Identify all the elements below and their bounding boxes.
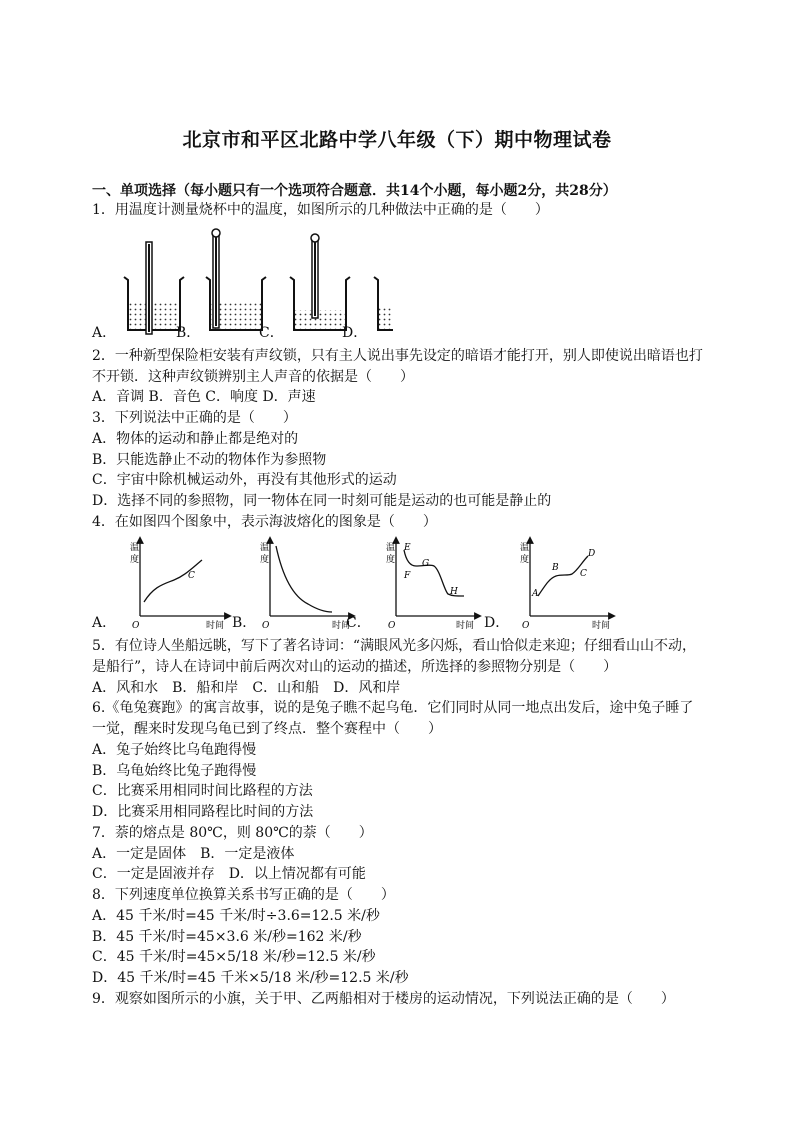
graph-c-e-label: E (404, 543, 411, 553)
graph-b-ylabel1: 温 (260, 543, 270, 553)
q4-label-c: C． (346, 615, 371, 631)
q3-option-b: B．只能选静止不动的物体作为参照物 (92, 452, 327, 468)
q5-stem-line1: 5．有位诗人坐船远眺，写下了著名诗词：“满眼风光多闪烁，看山恰似走来迎；仔细看山山不动， (92, 638, 697, 654)
page-title: 北京市和平区北路中学八年级（下）期中物理试卷 (182, 129, 612, 151)
q6-option-c: C．比赛采用相同时间比路程的方法 (92, 783, 313, 799)
q4-stem: 4．在如图四个图象中，表示海波熔化的图象是（ ） (92, 514, 437, 530)
q9-stem: 9．观察如图所示的小旗，关于甲、乙两船相对于楼房的运动情况，下列说法正确的是（ ） (92, 991, 675, 1007)
graph-a-c-label: C (188, 571, 195, 581)
q6-option-b: B．乌龟始终比兔子跑得慢 (92, 763, 257, 779)
q4-label-a: A． (92, 615, 117, 631)
graph-c-ylabel2: 度 (386, 555, 396, 565)
q5-options: A．风和水 B．船和岸 C．山和船 D．风和岸 (92, 680, 401, 696)
beaker-d (374, 223, 393, 330)
q2-stem-line1: 2．一种新型保险柜安装有声纹锁，只有主人说出事先设定的暗语才能打开，别人即使说出暗语也打 (92, 348, 703, 364)
q3-stem: 3．下列说法中正确的是（ ） (92, 410, 297, 426)
q7-options-ab: A．一定是固体 B．一定是液体 (92, 846, 295, 862)
graph-b-xlabel: 时间 (332, 621, 351, 631)
graph-d-c-label: C (580, 569, 587, 579)
graph-d (520, 540, 612, 631)
q1-stem: 1．用温度计测量烧杯中的温度，如图所示的几种做法中正确的是（ ） (92, 202, 549, 218)
graph-d-a-label: A (532, 589, 539, 599)
q3-option-d: D．选择不同的参照物，同一物体在同一时刻可能是运动的也可能是静止的 (92, 493, 552, 509)
q6-option-a: A．兔子始终比乌龟跑得慢 (92, 742, 257, 758)
q4-label-b: B． (232, 615, 257, 631)
graph-d-b-label: B (552, 563, 559, 573)
graph-c-ylabel1: 温 (386, 543, 396, 553)
graph-c-f-label: F (404, 571, 411, 581)
graph-b (260, 540, 352, 631)
graph-a-xlabel: 时间 (206, 621, 225, 631)
q7-stem: 7．萘的熔点是 80℃，则 80℃的萘（ ） (92, 825, 373, 841)
q8-option-c: C．45 千米/时=45×5/18 米/秒=12.5 米/秒 (92, 949, 376, 965)
section-heading: 一、单项选择（每小题只有一个选项符合题意．共14个小题，每小题2分，共28分） (92, 183, 617, 199)
q4-label-d: D． (484, 615, 510, 631)
q1-thermometer-figure (118, 222, 393, 340)
q1-label-d: D． (342, 325, 368, 341)
q1-label-b: B． (176, 325, 201, 341)
graph-c-xlabel: 时间 (456, 621, 475, 631)
beaker-a (124, 242, 184, 334)
q1-label-c: C． (259, 325, 284, 341)
q1-label-a: A． (92, 325, 117, 341)
q7-options-cd: C．一定是固液并存 D．以上情况都有可能 (92, 866, 366, 882)
q8-stem: 8．下列速度单位换算关系书写正确的是（ ） (92, 887, 395, 903)
graph-a-ylabel1: 温 (130, 543, 140, 553)
graph-c-g-label: G (422, 559, 430, 569)
graph-a-ylabel2: 度 (130, 555, 140, 565)
graph-c (386, 540, 478, 631)
graph-d-d-label: D (588, 549, 596, 559)
graph-c-origin: O (388, 621, 396, 631)
beaker-b (206, 229, 266, 330)
beaker-c (290, 234, 350, 330)
q2-stem-line2: 不开锁．这种声纹锁辨别主人声音的依据是（ ） (92, 369, 414, 385)
graph-b-ylabel2: 度 (260, 555, 270, 565)
graph-b-origin: O (262, 621, 270, 631)
graph-d-xlabel: 时间 (592, 621, 611, 631)
q6-stem-line2: 一觉，醒来时发现乌龟已到了终点．整个赛程中（ ） (92, 721, 442, 737)
q6-option-d: D．比赛采用相同路程比时间的方法 (92, 804, 314, 820)
q8-option-b: B．45 千米/时=45×3.6 米/秒=162 米/秒 (92, 929, 362, 945)
q3-option-c: C．宇宙中除机械运动外，再没有其他形式的运动 (92, 472, 397, 488)
graph-d-ylabel2: 度 (520, 555, 530, 565)
graph-a (130, 540, 228, 631)
q5-stem-line2: 是船行”，诗人在诗词中前后两次对山的运动的描述，所选择的参照物分别是（ ） (92, 659, 618, 675)
q8-option-d: D．45 千米/时=45 千米×5/18 米/秒=12.5 米/秒 (92, 970, 409, 986)
q2-options: A．音调 B．音色 C．响度 D．声速 (92, 389, 316, 405)
q6-stem-line1: 6.《龟兔赛跑》的寓言故事，说的是兔子瞧不起乌龟．它们同时从同一地点出发后，途中兔子睡了 (92, 700, 694, 716)
q3-option-a: A．物体的运动和静止都是绝对的 (92, 431, 299, 447)
graph-a-origin: O (132, 621, 140, 631)
graph-c-h-label: H (450, 587, 458, 597)
q8-option-a: A．45 千米/时=45 千米/时÷3.6=12.5 米/秒 (92, 908, 380, 924)
graph-d-origin: O (522, 621, 530, 631)
graph-d-ylabel1: 温 (520, 543, 530, 553)
